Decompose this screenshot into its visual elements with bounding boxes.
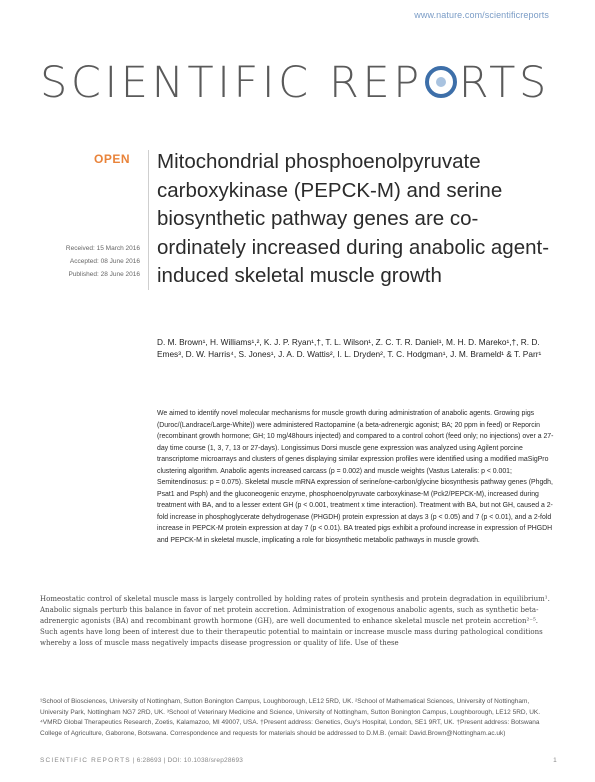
article-dates [66,242,140,281]
page-number: 1 [553,757,557,764]
open-access-badge: OPEN [94,152,131,166]
received-date: Received: 15 March 2016 [65,245,140,252]
author-list: D. M. Brown¹, H. Williams¹,², K. J. P. Ryan¹,†, T. L. Wilson¹, Z. C. T. R. Daniel¹, M. H. D. Mareko¹,†, R. D. Emes³, D. W. Harris⁴, S. Jones¹, J. A. D. Wattis², I. L. Dryden², T. C. Hodgman¹, J. M. Brameld¹ & T. Parr¹ [157,337,542,360]
journal-masthead [40,58,555,108]
article-title: Mitochondrial phosphoenolpyruvate carboxykinase (PEPCK-M) and serine biosynthetic pathway genes are co-ordinately increased during anabolic agent-induced skeletal muscle growth [157,150,550,287]
footer-journal: SCIENTIFIC REPORTS [40,757,131,764]
accepted-date: Accepted: 08 June 2016 [69,258,140,265]
page-footer [40,757,557,764]
affiliations: ¹School of Biosciences, University of Nottingham, Sutton Bonington Campus, Loughborough, LE12 5RD, UK. ²School of Mathematical Sciences, University of Nottingham, University Park, Nottingham NG7 2RD, UK. ³School of Veterinary Medicine and Science, University of Nottingham, Sutton Bonington Campus, Loughborough, LE12 5RD, UK. ⁴VMRD Global Therapeutics Research, Zoetis, Kalamazoo, MI 49007, USA. †Present address: Genetics, Guy's Hospital, London, SE1 9RT, UK. †Present address: Botswana College of Agriculture, Gaborone, Botswana. Correspondence and requests for materials should be addressed to D.M.B. (email: David.Brown@Nottingham.ac.uk) [40,698,541,737]
masthead-right: RTS [458,58,550,108]
body-paragraph: Homeostatic control of skeletal muscle mass is largely controlled by holding rates of protein synthesis and protein degradation in equilibrium¹. Anabolic signals perturb this balance in favor of net protein accretion. Administration of exogenous anabolic agents, such as synthetic beta-adrenergic agonists (BA) and recombinant growth hormone (GH), are well documented to enhance skeletal muscle net protein accretion²⁻⁵. Such agents have long been of interest due to their therapeutic potential to maintain or increase muscle mass during pathological conditions whereby a loss of muscle mass negatively impacts disease progression or quality of life. Use of these [40,595,550,648]
title-divider [148,150,149,290]
masthead-o-logo-icon [425,66,457,98]
journal-url[interactable]: www.nature.com/scientificreports [414,10,549,20]
masthead-left: SCIENTIFIC REP [40,58,423,108]
footer-citation: | 6:28693 | DOI: 10.1038/srep28693 [130,757,244,764]
published-date: Published: 28 June 2016 [68,271,140,278]
abstract: We aimed to identify novel molecular mechanisms for muscle growth during administration of anabolic agents. Growing pigs (Duroc/(Landrace/Large-White)) were administered Ractopamine (a beta-adrenergic agonist; BA; 20 ppm in feed) or Reporcin (recombinant growth hormone; GH; 10 mg/48hours injected) and compared to a control cohort (feed only; no injections) over a 27-day time course (1, 3, 7, 13 or 27-days). Longissimus Dorsi muscle gene expression was analyzed using Agilent porcine transcriptome microarrays and clusters of genes displaying similar expression profiles were identified using a modified maSigPro clustering algorithm. Anabolic agents increased carcass (p = 0.002) and muscle weights (Vastus Lateralis: p < 0.001; Semitendinosus: p = 0.075). Skeletal muscle mRNA expression of serine/one-carbon/glycine biosynthesis pathway genes (Phgdh, Psat1 and Psph) and the gluconeogenic enzyme, phosphoenolpyruvate carboxykinase-M (Pck2/PEPCK-M), increased during treatment with BA, and to a lesser extent GH (p < 0.001, treatment x time interaction). Treatment with BA, but not GH, caused a 2-fold increase in phosphoglycerate dehydrogenase (PHGDH) protein expression at days 3 (p < 0.05) and 7 (p < 0.01), and a 2-fold increase in PEPCK-M protein expression at day 7 (p < 0.01). BA treated pigs exhibit a profound increase in expression of PHGDH and PEPCK-M in skeletal muscle, implicating a role for biosynthetic metabolic pathways in muscle growth. [157,410,554,544]
